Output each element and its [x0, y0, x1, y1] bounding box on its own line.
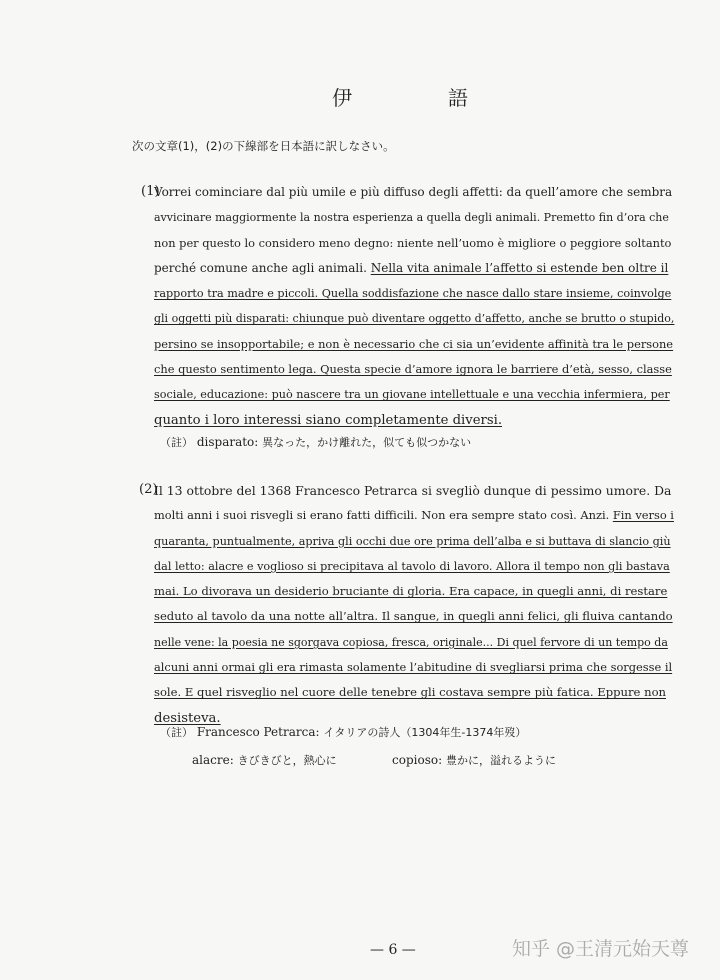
underlined-text: rapporto tra madre e piccoli. Quella soddisfazione che nasce dallo stare insieme, coinvolge: [154, 287, 672, 301]
passage-line: [154, 357, 674, 382]
passage-line: [154, 382, 674, 407]
passage-2-note-1: [160, 724, 526, 740]
underlined-text: persino se insopportabile; e non è necessario che ci sia un’evidente affinità tra le persone: [154, 336, 674, 351]
passage-line: [154, 231, 674, 256]
underlined-text: alcuni anni ormai gli era rimasta solamente l’abitudine di svegliarsi prima che sorgesse il: [154, 660, 673, 675]
passage-line: [154, 281, 674, 306]
passage-2-note-3: [392, 752, 556, 768]
passage-line: [154, 306, 674, 331]
title-char-2: 語: [448, 86, 468, 110]
passage-2: [154, 478, 674, 731]
passage-line: [154, 630, 674, 655]
underlined-text: Nella vita animale l’affetto si estende ben oltre il: [370, 260, 669, 275]
passage-line: [154, 408, 674, 433]
passage-line: [154, 680, 674, 705]
passage-2-note-2: [192, 752, 337, 768]
underlined-text: sole. E quel risveglio nel cuore delle tenebre gli costava sempre più fatica. Eppure non: [154, 685, 667, 700]
underlined-text: dal letto: alacre e voglioso si precipitava al tavolo di lavoro. Allora il tempo non gli bastava: [154, 559, 670, 573]
note-label: （註）: [160, 436, 193, 449]
watermark: 知乎 @王清元始天尊: [512, 938, 690, 960]
line-text: Il 13 ottobre del 1368 Francesco Petrarca si svegliò dunque di pessimo umore. Da: [154, 483, 672, 498]
underlined-text: gli oggetti più disparati: chiunque può diventare oggetto d’affetto, anche se brutto o stupido,: [154, 312, 675, 326]
line-text: non per questo lo considero meno degno: niente nell’uomo è migliore o peggiore soltanto: [154, 235, 672, 250]
page-number: — 6 —: [370, 942, 416, 958]
underlined-text: quanto i loro interessi siano completamente diversi.: [154, 412, 503, 428]
passage-line: [154, 256, 674, 281]
passage-line: [154, 503, 674, 528]
underlined-text: desisteva.: [154, 710, 221, 726]
underlined-text: sociale, educazione: può nascere tra un giovane intellettuale e una vecchia infermiera, per: [154, 388, 670, 402]
passage-line: [154, 332, 674, 357]
line-text: avvicinare maggiormente la nostra esperienza a quella degli animali. Premetto fin d’ora che: [154, 211, 669, 225]
line-text: perché comune anche agli animali.: [154, 260, 371, 275]
line-text: Vorrei cominciare dal più umile e più diffuso degli affetti: da quell’amore che sembra: [154, 185, 673, 199]
passage-1: [154, 180, 674, 433]
passage-line: [154, 655, 674, 680]
note-term: disparato:: [196, 435, 259, 449]
passage-line: [154, 529, 674, 554]
passage-line: [154, 554, 674, 579]
instruction-text: 次の文章(1)，(2)の下線部を日本語に訳しなさい。: [132, 139, 395, 153]
underlined-text: quaranta, puntualmente, apriva gli occhi due ore prima dell’alba e si buttava di slancio giù: [154, 534, 671, 548]
note-definition: 異なった，かけ離れた，似ても似つかない: [262, 436, 472, 449]
passage-line: [154, 180, 674, 205]
note-term: copioso:: [392, 753, 443, 767]
passage-line: [154, 579, 674, 604]
underlined-text: seduto al tavolo da una notte all’altra. Il sangue, in quegli anni felici, gli fluiva cantando: [154, 609, 673, 624]
note-definition: きびきびと，熱心に: [237, 754, 337, 767]
passage-line: [154, 205, 674, 230]
passage-1-number: (1): [141, 184, 160, 199]
note-definition: イタリアの詩人（1304年生-1374年歿）: [323, 726, 527, 739]
underlined-text: nelle vene: la poesia ne sgorgava copiosa, fresca, originale... Di quel fervore di un tempo da: [154, 635, 668, 649]
title-char-1: 伊: [332, 86, 352, 110]
note-label: （註）: [160, 726, 193, 739]
passage-line: [154, 604, 674, 629]
passage-line: [154, 478, 674, 503]
passage-2-number: (2): [139, 482, 158, 497]
underlined-text: mai. Lo divorava un desiderio bruciante di gloria. Era capace, in quegli anni, di restare: [154, 584, 668, 599]
underlined-text: che questo sentimento lega. Questa specie d’amore ignora le barriere d’età, sesso, classe: [154, 362, 672, 377]
line-text: molti anni i suoi risvegli si erano fatti difficili. Non era sempre stato così. Anzi.: [154, 508, 613, 523]
underlined-text: Fin verso i: [612, 508, 674, 523]
note-definition: 豊かに，溢れるように: [445, 754, 556, 767]
note-term: Francesco Petrarca:: [196, 725, 320, 739]
passage-1-note: [160, 434, 471, 450]
note-term: alacre:: [192, 753, 234, 767]
